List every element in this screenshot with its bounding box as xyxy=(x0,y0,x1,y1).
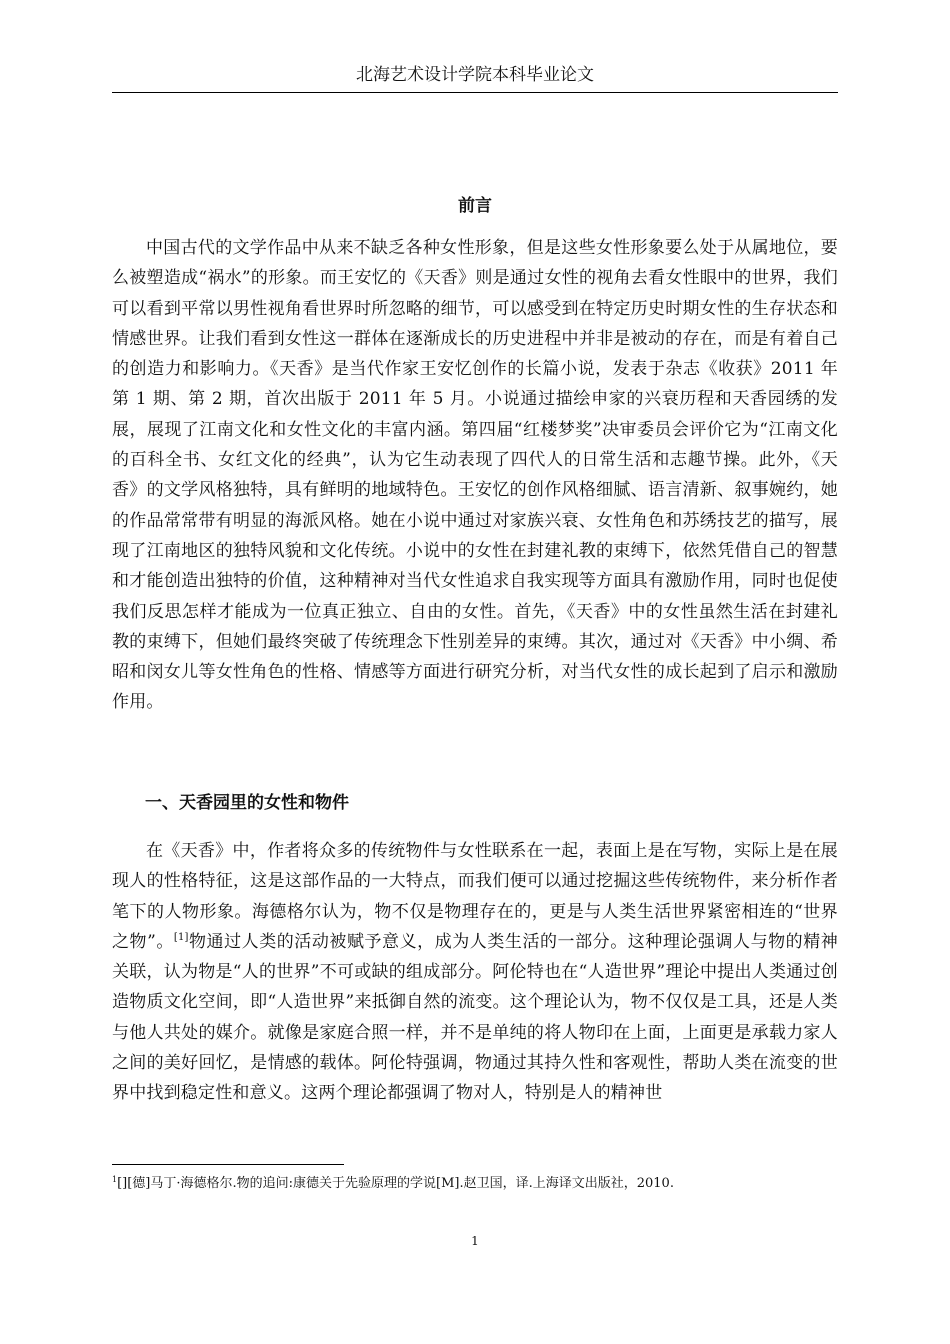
page-number: 1 xyxy=(471,1234,479,1248)
section-paragraph xyxy=(112,836,838,1109)
preface-paragraph: 中国古代的文学作品中从来不缺乏各种女性形象，但是这些女性形象要么处于从属地位，要么被塑造成“祸水”的形象。而王安忆的《天香》则是通过女性的视角去看女性眼中的世界，我们可以看到平常以男性视角看世界时所忽略的细节，可以感受到在特定历史时期女性的生存状态和情感世界。让我们看到女性这一群体在逐渐成长的历史进程中并非是被动的存在，而是有着自己的创造力和影响力。《天香》是当代作家王安忆创作的长篇小说，发表于杂志《收获》2011 年第 1 期、第 2 期，首次出版于 2011 年 5 月。小说通过描绘申家的兴衰历程和天香园绣的发展，展现了江南文化和女性文化的丰富内涵。第四届“红楼梦奖”决审委员会评价它为“江南文化的百科全书、女红文化的经典”，认为它生动表现了四代人的日常生活和志趣节操。此外，《天香》的文学风格独特，具有鲜明的地域特色。王安忆的创作风格细腻、语言清新、叙事婉约，她的作品常常带有明显的海派风格。她在小说中通过对家族兴衰、女性角色和苏绣技艺的描写，展现了江南地区的独特风貌和文化传统。小说中的女性在封建礼教的束缚下，依然凭借自己的智慧和才能创造出独特的价值，这种精神对当代女性追求自我实现等方面具有激励作用，同时也促使我们反思怎样才能成为一位真正独立、自由的女性。首先，《天香》中的女性虽然生活在封建礼教的束缚下，但她们最终突破了传统理念下性别差异的束缚。其次，通过对《天香》中小绸、希昭和闵女儿等女性角色的性格、情感等方面进行研究分析，对当代女性的成长起到了启示和激励作用。 xyxy=(112,238,838,713)
running-header: 北海艺术设计学院本科毕业论文 xyxy=(356,65,594,85)
section-paragraph-text-part2: 物通过人类的活动被赋予意义，成为人类生活的一部分。这种理论强调人与物的精神关联，认为物是“人的世界”不可或缺的组成部分。阿伦特也在“人造世界”理论中提出人类通过创造物质文化空间，即“人造世界”来抵御自然的流变。这个理论认为，物不仅仅是工具，还是人类与他人共处的媒介。就像是家庭合照一样，并不是单纯的将人物印在上面，上面更是承载力家人之间的美好回忆，是情感的载体。阿伦特强调，物通过其持久性和客观性，帮助人类在流变的世界中找到稳定性和意义。这两个理论都强调了物对人，特别是人的精神世 xyxy=(112,931,838,1104)
header-rule xyxy=(112,92,838,93)
section-paragraph-text-part1: 在《天香》中，作者将众多的传统物件与女性联系在一起，表面上是在写物，实际上是在展现人的性格特征，这是这部作品的一大特点，而我们便可以通过挖掘这些传统物件，来分析作者笔下的人物形象。海德格尔认为，物不仅是物理存在的，更是与人类生活世界紧密相连的“世界之物”。 xyxy=(112,841,838,952)
preface-title: 前言 xyxy=(458,196,492,216)
citation-marker[interactable]: [1] xyxy=(173,931,189,943)
footnote-text: [][德]马丁·海德格尔.物的追问:康德关于先验原理的学说[M].赵卫国，译.上海译文出版社，2010. xyxy=(117,1176,674,1191)
footnote-marker: 1 xyxy=(112,1175,118,1184)
footnote xyxy=(112,1174,838,1194)
footnote-rule xyxy=(112,1164,344,1165)
section-heading: 一、天香园里的女性和物件 xyxy=(145,793,349,813)
